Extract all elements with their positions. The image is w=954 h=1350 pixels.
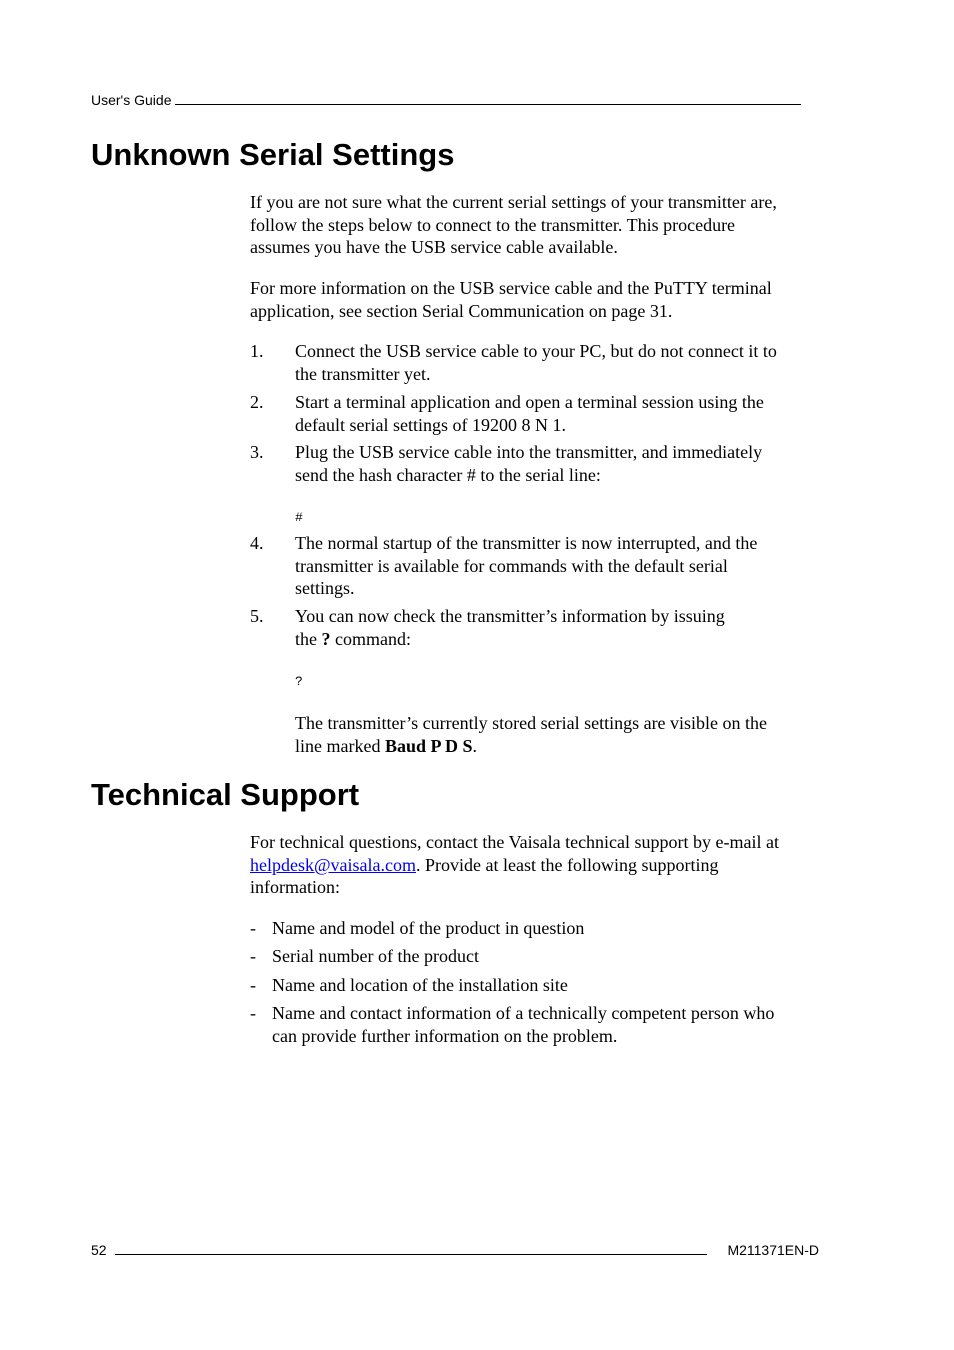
command-emphasis: ? — [321, 628, 331, 649]
step-number: 4. — [250, 533, 264, 553]
section-heading-unknown-serial-settings: Unknown Serial Settings — [91, 137, 455, 172]
step-number: 3. — [250, 442, 264, 462]
step-line — [295, 628, 820, 651]
step-line: Start a terminal application and open a terminal session using the — [295, 392, 764, 412]
bullet-line: can provide further information on the problem. — [272, 1025, 618, 1046]
header-rule — [175, 92, 801, 105]
support-text-part: . Provide at least the following supporting — [416, 854, 719, 875]
bullet-text: Name and model of the product in question — [272, 918, 585, 938]
support-line: For technical questions, contact the Vaisala technical support by e-mail at — [250, 832, 780, 852]
result-paragraph — [295, 712, 825, 757]
step-text — [295, 391, 820, 436]
running-header — [91, 91, 814, 109]
step-number: 5. — [250, 606, 264, 626]
step-line: The normal startup of the transmitter is now interrupted, and the — [295, 533, 758, 553]
header-title: User's Guide — [91, 92, 172, 108]
running-footer — [91, 1241, 819, 1259]
support-email-link[interactable]: helpdesk@vaisala.com — [250, 854, 417, 875]
step-line: the transmitter yet. — [295, 363, 431, 384]
intro-paragraph — [250, 191, 825, 259]
footer-rule — [115, 1242, 707, 1255]
info-line: For more information on the USB service cable and the PuTTY terminal — [250, 278, 772, 298]
step-text — [295, 605, 820, 650]
page-number: 52 — [91, 1242, 107, 1258]
step-number: 2. — [250, 392, 264, 412]
intro-line: follow the steps below to connect to the transmitter. This procedure — [250, 214, 736, 235]
step-line: Connect the USB service cable to your PC, but do not connect it to — [295, 341, 777, 361]
result-text-part: . — [472, 735, 478, 756]
step-line: send the hash character # to the serial line: — [295, 464, 601, 485]
bullet-dash: - — [250, 918, 256, 938]
bullet-text: Serial number of the product — [272, 946, 479, 966]
step-number: 1. — [250, 341, 264, 361]
section-heading-technical-support: Technical Support — [91, 777, 360, 812]
result-line — [295, 735, 825, 758]
support-line — [250, 854, 825, 877]
bullet-dash: - — [250, 946, 256, 966]
intro-line: assumes you have the USB service cable available. — [250, 237, 618, 257]
result-line: The transmitter’s currently stored serial settings are visible on the — [295, 713, 768, 733]
bullet-dash: - — [250, 975, 256, 995]
step-line: default serial settings of 19200 8 N 1. — [295, 414, 566, 435]
step-text-part: command: — [330, 628, 411, 649]
support-line: information: — [250, 877, 340, 897]
step-line: You can now check the transmitter’s information by issuing — [295, 606, 725, 626]
support-paragraph — [250, 831, 825, 899]
result-text-part: line marked — [295, 735, 385, 756]
result-emphasis: Baud P D S — [384, 735, 473, 756]
info-paragraph — [250, 277, 825, 322]
step-line: transmitter is available for commands with the default serial — [295, 555, 728, 576]
step-text — [295, 441, 820, 486]
code-sample-query: ? — [295, 674, 303, 689]
intro-line: If you are not sure what the current serial settings of your transmitter are, — [250, 192, 777, 212]
step-text — [295, 532, 820, 600]
bullet-text — [272, 1002, 822, 1047]
document-code: M211371EN-D — [727, 1242, 819, 1258]
step-text-part: the — [295, 628, 322, 649]
info-line: application, see section Serial Communication on page 31. — [250, 300, 673, 321]
bullet-line: Name and contact information of a technically competent person who — [272, 1003, 775, 1023]
step-line: settings. — [295, 578, 355, 598]
bullet-text: Name and location of the installation site — [272, 975, 568, 995]
bullet-dash: - — [250, 1003, 256, 1023]
step-text — [295, 340, 820, 385]
code-sample-hash: # — [295, 510, 303, 525]
step-line: Plug the USB service cable into the transmitter, and immediately — [295, 442, 763, 462]
